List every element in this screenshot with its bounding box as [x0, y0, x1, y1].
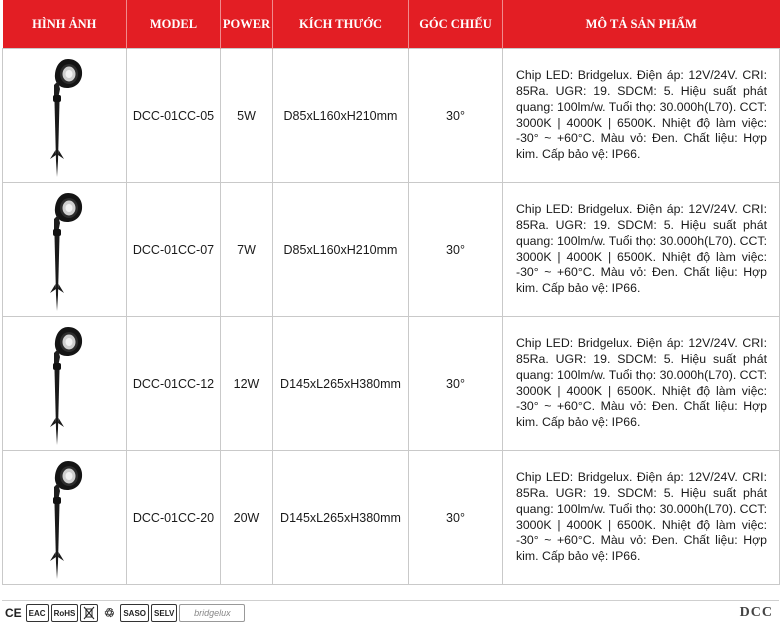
spike-spotlight-icon	[45, 323, 85, 445]
saso-mark-icon: SASO	[120, 604, 149, 622]
weee-bin-icon	[80, 604, 98, 622]
header-angle: GÓC CHIẾU	[409, 0, 503, 49]
recycle-icon: ♲	[103, 606, 115, 620]
table-row	[3, 183, 780, 317]
product-image-cell	[3, 451, 127, 585]
power-cell: 12W	[221, 317, 273, 451]
product-image-cell	[3, 317, 127, 451]
description-cell: Chip LED: Bridgelux. Điện áp: 12V/24V. CRI: 85Ra. UGR: 19. SDCM: 5. Hiệu suất phát quang: 100lm/w. Tuổi thọ: 30.000h(L70). CCT: 3000K | 4000K | 6500K. Nhiệt độ làm việc: -30° ~ +60°C. Màu vỏ: Đen. Chất liệu: Hợp kim. Cấp bảo vệ: IP66.	[503, 183, 780, 317]
table-header-row	[3, 0, 780, 49]
bridgelux-logo: bridgelux	[179, 604, 245, 622]
size-cell: D85xL160xH210mm	[273, 49, 409, 183]
spike-spotlight-icon	[45, 189, 85, 311]
power-cell: 7W	[221, 183, 273, 317]
header-power: POWER	[221, 0, 273, 49]
product-image-cell	[3, 183, 127, 317]
angle-cell: 30°	[409, 451, 503, 585]
header-description: MÔ TẢ SẢN PHẨM	[503, 0, 780, 49]
table-row	[3, 317, 780, 451]
eac-mark-icon: EAC	[26, 604, 49, 622]
description-cell: Chip LED: Bridgelux. Điện áp: 12V/24V. CRI: 85Ra. UGR: 19. SDCM: 5. Hiệu suất phát quang: 100lm/w. Tuổi thọ: 30.000h(L70). CCT: 3000K | 4000K | 6500K. Nhiệt độ làm việc: -30° ~ +60°C. Màu vỏ: Đen. Chất liệu: Hợp kim. Cấp bảo vệ: IP66.	[503, 317, 780, 451]
angle-cell: 30°	[409, 49, 503, 183]
footer-divider	[2, 600, 779, 601]
model-cell: DCC-01CC-20	[127, 451, 221, 585]
crossed-bin-icon	[83, 606, 95, 620]
product-spec-table	[2, 0, 780, 585]
dcc-brand-logo: DCC	[739, 605, 773, 620]
description-cell: Chip LED: Bridgelux. Điện áp: 12V/24V. CRI: 85Ra. UGR: 19. SDCM: 5. Hiệu suất phát quang: 100lm/w. Tuổi thọ: 30.000h(L70). CCT: 3000K | 4000K | 6500K. Nhiệt độ làm việc: -30° ~ +60°C. Màu vỏ: Đen. Chất liệu: Hợp kim. Cấp bảo vệ: IP66.	[503, 49, 780, 183]
rohs-mark-icon: RoHS	[51, 604, 79, 622]
spike-spotlight-icon	[45, 55, 85, 177]
size-cell: D145xL265xH380mm	[273, 317, 409, 451]
header-size: KÍCH THƯỚC	[273, 0, 409, 49]
certification-badges	[3, 603, 245, 623]
description-cell: Chip LED: Bridgelux. Điện áp: 12V/24V. CRI: 85Ra. UGR: 19. SDCM: 5. Hiệu suất phát quang: 100lm/w. Tuổi thọ: 30.000h(L70). CCT: 3000K | 4000K | 6500K. Nhiệt độ làm việc: -30° ~ +60°C. Màu vỏ: Đen. Chất liệu: Hợp kim. Cấp bảo vệ: IP66.	[503, 451, 780, 585]
angle-cell: 30°	[409, 317, 503, 451]
table-row	[3, 49, 780, 183]
size-cell: D145xL265xH380mm	[273, 451, 409, 585]
model-cell: DCC-01CC-12	[127, 317, 221, 451]
power-cell: 5W	[221, 49, 273, 183]
power-cell: 20W	[221, 451, 273, 585]
size-cell: D85xL160xH210mm	[273, 183, 409, 317]
ce-mark-icon: CE	[5, 606, 22, 620]
spike-spotlight-icon	[45, 457, 85, 579]
model-cell: DCC-01CC-07	[127, 183, 221, 317]
table-row	[3, 451, 780, 585]
product-image-cell	[3, 49, 127, 183]
selv-mark-icon: SELV	[151, 604, 177, 622]
angle-cell: 30°	[409, 183, 503, 317]
header-image: HÌNH ẢNH	[3, 0, 127, 49]
header-model: MODEL	[127, 0, 221, 49]
model-cell: DCC-01CC-05	[127, 49, 221, 183]
